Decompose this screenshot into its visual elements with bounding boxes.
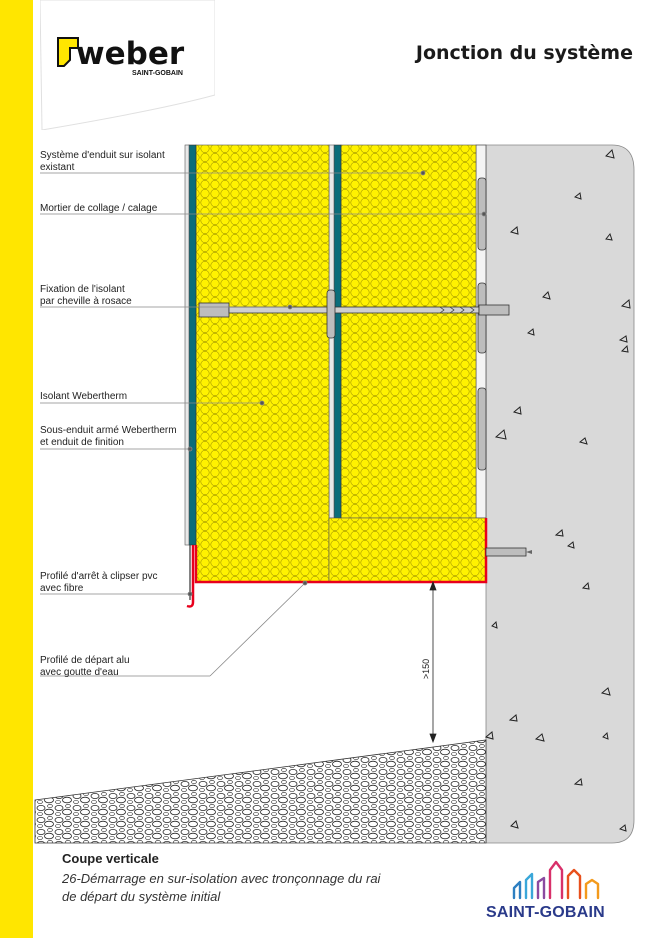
saint-gobain-wordmark: SAINT-GOBAIN <box>486 904 605 921</box>
label-base-coat <box>40 425 177 449</box>
page-title: Jonction du système <box>415 42 633 64</box>
label-line: Sous-enduit armé Webertherm <box>40 425 177 436</box>
caption-line: de départ du système initial <box>62 889 221 904</box>
label-line: avec goutte d'eau <box>40 667 119 678</box>
concrete-wall <box>486 145 634 843</box>
gravel-ground <box>35 740 486 843</box>
label-line: avec fibre <box>40 583 84 594</box>
label-stop-profile <box>40 571 158 595</box>
saint-gobain-logo <box>510 858 610 902</box>
label-line: Système d'enduit sur isolant <box>40 150 165 161</box>
label-line: Fixation de l'isolant <box>40 284 125 295</box>
cut-insulation <box>329 518 486 582</box>
new-insulation <box>196 145 329 582</box>
svg-text:SAINT-GOBAIN: SAINT-GOBAIN <box>132 70 183 77</box>
label-fixation <box>40 284 132 308</box>
label-existing-system <box>40 150 165 174</box>
label-line: par cheville à rosace <box>40 296 132 307</box>
label-start-profile <box>40 655 130 679</box>
existing-insulation <box>341 145 476 518</box>
label-adhesive-mortar <box>40 203 157 215</box>
caption-title: Coupe verticale <box>62 851 159 866</box>
label-insulation <box>40 391 127 403</box>
label-line: existant <box>40 162 75 173</box>
adhesive-mortar <box>478 178 486 470</box>
label-line: Profilé de départ alu <box>40 655 130 666</box>
label-line: et enduit de finition <box>40 437 124 448</box>
new-base-coat <box>189 145 196 545</box>
svg-text:weber: weber <box>76 36 185 72</box>
wall-anchor <box>486 548 532 556</box>
dimension-value: >150 <box>421 658 432 680</box>
label-line: Isolant Webertherm <box>40 391 128 402</box>
label-line: Profilé d'arrêt à clipser pvc <box>40 571 158 582</box>
caption-line: 26-Démarrage en sur-isolation avec tronçonnage du rai <box>62 871 381 886</box>
caption-description <box>62 870 487 906</box>
label-line: Mortier de collage / calage <box>40 203 158 214</box>
